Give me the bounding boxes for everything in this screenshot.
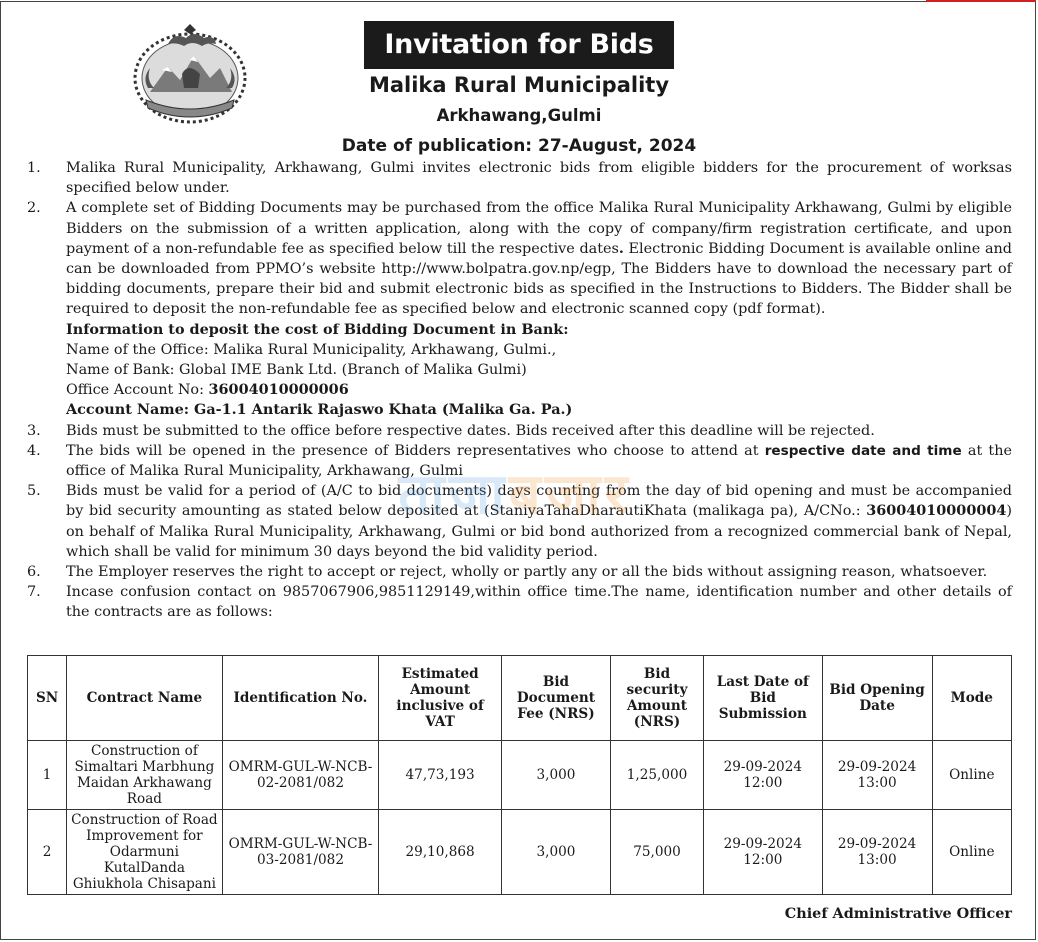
bank-info (20, 320, 1012, 421)
item-text-bold: 36004010000004 (866, 502, 1007, 520)
item-text: Malika Rural Municipality, Arkhawang, Gulmi invites electronic bids from eligible bidders for the procurement of worksas specified below under. (66, 160, 1012, 197)
item-text: Bids must be submitted to the office before respective dates. Bids received after this deadline will be rejected. (66, 422, 875, 439)
bank-account-line (66, 380, 1012, 400)
column-header: Bid Opening Date (822, 656, 932, 741)
organization-name: Malika Rural Municipality (368, 73, 670, 97)
list-item (20, 158, 1012, 198)
account-name: Account Name: Ga-1.1 Antarik Rajaswo Khata (Malika Ga. Pa.) (66, 401, 573, 419)
item-text-part: Bids must be valid for a period of (A/C to bid documents) days counting from the day of bid opening and must be accompanied by bid security amounting as stated below deposited at (StaniyaTahaDharautiKhata (malikaga pa), A/CNo.: (66, 483, 1012, 520)
bank-name: Name of Bank: Global IME Bank Ltd. (Branch of Malika Gulmi) (66, 362, 527, 379)
list-item (20, 481, 1012, 562)
column-header: Bid Document Fee (NRS) (501, 656, 610, 741)
list-item (20, 582, 1012, 622)
item-number: 2. (27, 200, 41, 217)
table-cell: OMRM-GUL-W-NCB-02-2081/082 (222, 741, 379, 810)
table-cell: Online (932, 741, 1011, 810)
table-cell: 1,25,000 (610, 741, 703, 810)
column-header: Identification No. (222, 656, 379, 741)
corner-mark (926, 0, 1036, 2)
publication-date: Date of publication: 27-August, 2024 (341, 136, 697, 156)
table-cell: 2 (28, 810, 67, 895)
column-header: Contract Name (67, 656, 223, 741)
list-item (20, 421, 1012, 441)
item-text-part: The bids will be opened in the presence of Bidders representatives who choose to attend at (66, 442, 765, 459)
list-item (20, 562, 1012, 582)
column-header: Bid security Amount (NRS) (610, 656, 703, 741)
item-text (66, 198, 1012, 319)
item-text-bold: respective date and time (764, 442, 962, 459)
table-cell: 29,10,868 (379, 810, 502, 895)
watermark-part: बजार (508, 462, 632, 527)
table-cell: Construction of Simaltari Marbhung Maidan Arkhawang Road (67, 741, 223, 810)
account-number: 36004010000006 (208, 381, 349, 399)
item-number: 1. (27, 160, 41, 176)
table-cell: 29-09-2024 12:00 (704, 810, 823, 895)
item-text-part: A complete set of Bidding Documents may be purchased from the office Malika Rural Municipality Arkhawang, Gulmi by eligible Bidders on the submission of a written application, along with the copy of company/firm registration certificate, and upon payment of a non-refundable fee as specified below till the respective dates (66, 200, 1012, 257)
list-item (20, 198, 1012, 319)
item-text-dot: . (618, 239, 624, 257)
item-text (66, 481, 1012, 562)
item-number: 3. (27, 422, 41, 439)
bank-office-name: Name of the Office: Malika Rural Municipality, Arkhawang, Gulmi., (66, 341, 557, 358)
table-header-row (28, 656, 1012, 741)
item-number: 4. (27, 442, 41, 459)
table-cell: 29-09-2024 12:00 (704, 741, 823, 810)
watermark-part: ताजा (398, 462, 509, 527)
item-text-part: at the office of Malika Rural Municipality, Arkhawang, Gulmi (66, 442, 1012, 480)
table-row (28, 810, 1012, 895)
item-text-part: ) on behalf of Malika Rural Municipality, Arkhawang, Gulmi or bid bond authorized from a recognized commercial bank of Nepal, which shall be valid for minimum 30 days beyond the bid validity period. (66, 503, 1012, 560)
item-text: The Employer reserves the right to accept or reject, wholly or partly any or all the bids without assigning reason, whatsoever. (66, 564, 988, 581)
table-cell: 1 (28, 741, 67, 810)
item-text (66, 441, 1012, 481)
column-header: Last Date of Bid Submission (704, 656, 823, 741)
notice-body (20, 158, 1012, 623)
account-label: Office Account No: (66, 382, 209, 399)
signature-title: Chief Administrative Officer (784, 905, 1012, 922)
bank-info-heading: Information to deposit the cost of Bidding Document in Bank: (66, 320, 569, 338)
item-text: Incase confusion contact on 9857067906,9851129149,within office time.The name, identification number and other details of the contracts are as follows: (66, 584, 1012, 621)
table-cell: 3,000 (501, 810, 610, 895)
table-cell: 47,73,193 (379, 741, 502, 810)
item-number: 5. (27, 483, 41, 500)
column-header: SN (28, 656, 67, 741)
table-cell: Online (932, 810, 1011, 895)
table-cell: 75,000 (610, 810, 703, 895)
table-cell: 29-09-2024 13:00 (822, 810, 932, 895)
location: Arkhawang,Gulmi (436, 106, 602, 125)
contracts-table (27, 655, 1012, 895)
table-cell: 3,000 (501, 741, 610, 810)
column-header: Estimated Amount inclusive of VAT (379, 656, 502, 741)
item-number: 7. (27, 584, 41, 601)
table-row (28, 741, 1012, 810)
column-header: Mode (932, 656, 1011, 741)
item-text-part: Electronic Bidding Document is available online and can be downloaded from PPMO’s website http://www.bolpatra.gov.np/egp, The Bidders have to download the necessary part of bidding documents, prepare their bid and submit electronic bids as specified in the Instructions to Bidders. The Bidder shall be required to deposit the non-refundable fee as specified below and electronic scanned copy (pdf format). (66, 240, 1013, 318)
table-cell: Construction of Road Improvement for Odarmuni KutalDanda Ghiukhola Chisapani (67, 810, 223, 895)
table-cell: OMRM-GUL-W-NCB-03-2081/082 (222, 810, 379, 895)
list-item (20, 441, 1012, 481)
table-cell: 29-09-2024 13:00 (822, 741, 932, 810)
item-number: 6. (27, 564, 41, 581)
document-title: Invitation for Bids (364, 21, 674, 69)
